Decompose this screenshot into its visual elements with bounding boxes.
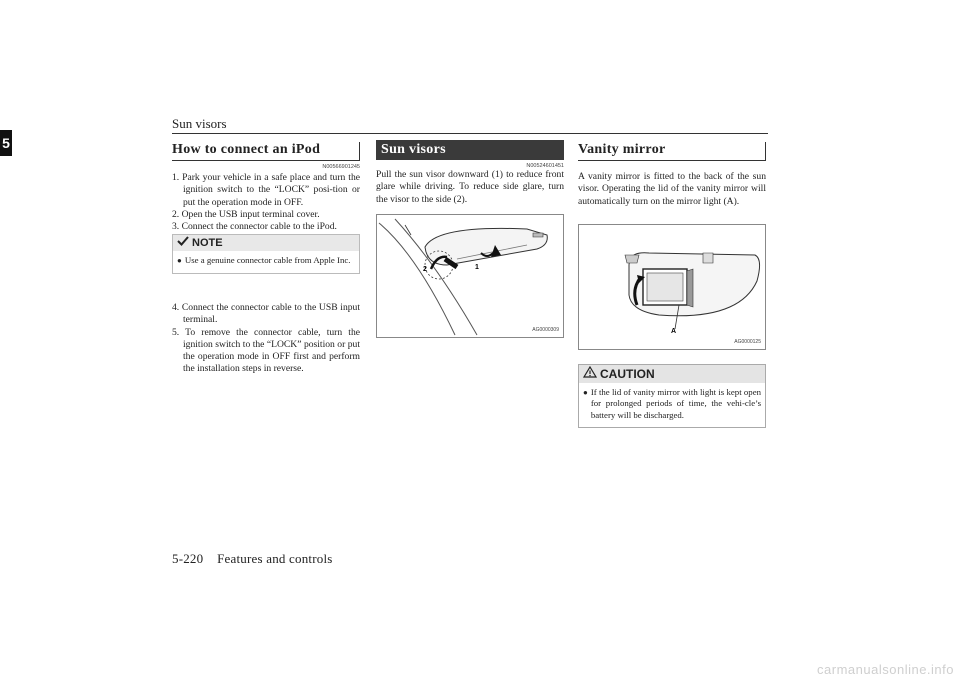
caution-text: If the lid of vanity mirror with light is kept open for prolonged periods of time, the vehi-cle’s battery will be discharged.	[590, 386, 761, 420]
ipod-steps	[172, 172, 360, 233]
page-footer: 5-220 Features and controls	[172, 551, 333, 566]
vanity-mirror-figure-code: AG0000125	[734, 338, 761, 345]
check-icon	[177, 235, 189, 251]
ipod-section	[172, 140, 360, 376]
running-header: Sun visors	[172, 116, 227, 131]
caution-box	[578, 364, 766, 429]
caution-header	[579, 365, 765, 383]
ipod-step-1: 1. Park your vehicle in a safe place and turn the ignition switch to the “LOCK” posi-tion or put the operation mode in OFF.	[172, 172, 360, 208]
chapter-tab: 5	[0, 130, 12, 156]
figure-callout-1: 1	[475, 263, 479, 271]
ipod-step-2: 2. Open the USB input terminal cover.	[172, 208, 320, 220]
note-header	[173, 235, 359, 251]
note-label: NOTE	[192, 237, 223, 250]
sun-visor-section	[376, 140, 564, 338]
ipod-step-3: 3. Connect the connector cable to the iPod.	[172, 221, 337, 233]
caution-body	[579, 383, 765, 428]
note-box	[172, 234, 360, 274]
sun-visor-figure-code: AG0000309	[532, 326, 559, 333]
ipod-ref-number: N00566901245	[322, 164, 360, 170]
figure-callout-2: 2	[423, 265, 427, 273]
sun-visor-illustration	[377, 215, 565, 337]
warning-triangle-icon	[583, 365, 597, 383]
sun-visor-body: Pull the sun visor downward (1) to reduce front glare while driving. To reduce side glare, turn the visor to the side (2).	[376, 169, 564, 205]
figure-callout-a: A	[671, 327, 677, 335]
vanity-mirror-section	[578, 140, 766, 428]
vanity-mirror-illustration	[579, 225, 767, 349]
ipod-steps-continued	[172, 302, 360, 376]
watermark: carmanualsonline.info	[817, 662, 954, 677]
ipod-step-4: 4. Connect the connector cable to the USB input terminal.	[172, 301, 360, 326]
vanity-mirror-heading: Vanity mirror	[578, 140, 766, 161]
vanity-mirror-body: A vanity mirror is fitted to the back of the sun visor. Operating the lid of the vanity mirror will automatically turn on the mirror light (A).	[578, 171, 766, 207]
bullet-icon: ●	[583, 387, 588, 397]
note-text: Use a genuine connector cable from Apple Inc.	[184, 255, 351, 266]
header-rule	[172, 133, 768, 134]
ipod-heading: How to connect an iPod	[172, 140, 360, 161]
sun-visor-ref-number: N00524601451	[526, 163, 564, 169]
note-body	[173, 251, 359, 273]
caution-label: CAUTION	[600, 366, 655, 381]
sun-visor-heading: Sun visors	[376, 140, 564, 160]
sun-visor-figure	[376, 214, 564, 338]
vanity-mirror-figure	[578, 224, 766, 350]
ipod-step-5: 5. To remove the connector cable, turn the ignition switch to the “LOCK” position or put the operation mode in OFF first and perform the installation steps in reverse.	[172, 326, 360, 375]
bullet-icon: ●	[177, 256, 182, 266]
